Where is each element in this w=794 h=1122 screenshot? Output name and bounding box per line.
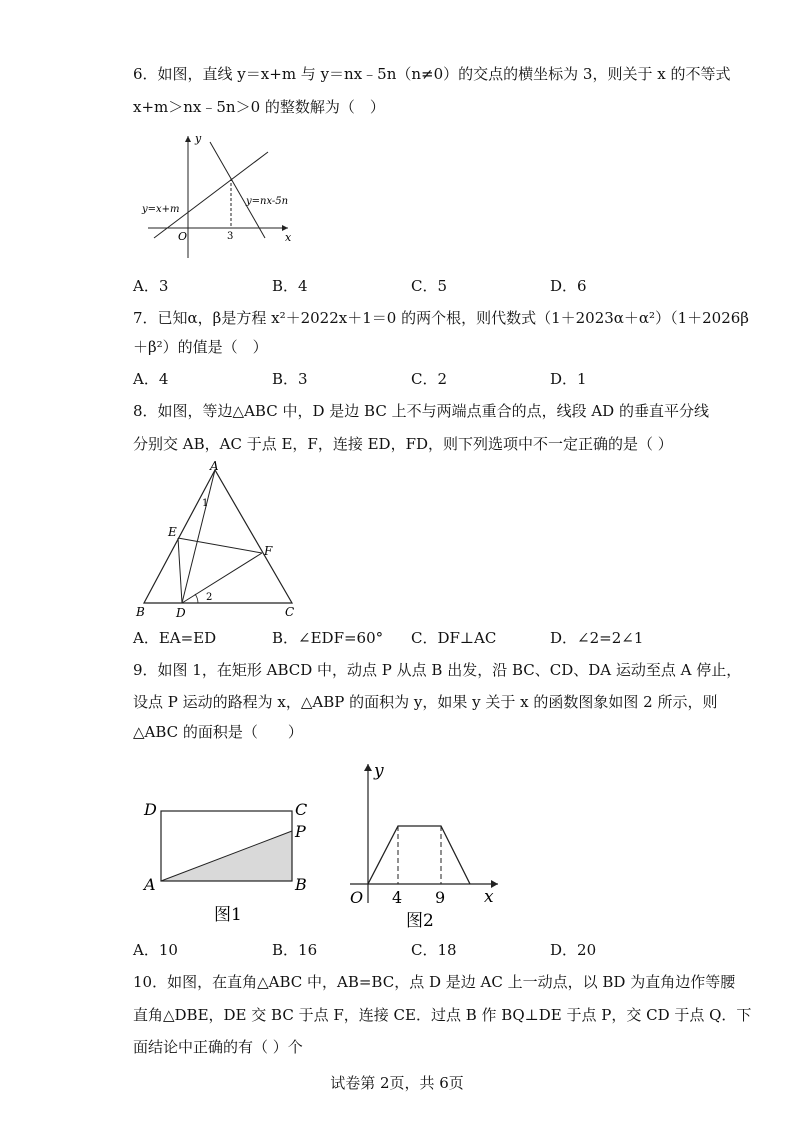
q7-text-line2: ＋β²）的值是（ ） (133, 338, 268, 356)
q9-caption2: 图2 (406, 911, 434, 930)
q8-segment-ef (178, 538, 262, 553)
q8-label-f: F (264, 544, 273, 558)
q7-option-c: C．2 (411, 370, 448, 388)
q9-f2-graph (368, 826, 470, 884)
q9-option-c: C．18 (411, 941, 457, 959)
q8-text-line2: 分别交 AB，AC 于点 E，F，连接 ED，FD，则下列选项中不一定正确的是（ ） (133, 435, 673, 453)
q6-option-c: C．5 (411, 277, 448, 295)
q8-label-a: A (210, 459, 219, 473)
q8-label-angle2: 2 (206, 592, 213, 603)
q8-segment-ad (182, 470, 215, 603)
q10-text-line2: 直角△DBE，DE 交 BC 于点 F，连接 CE．过点 B 作 BQ⊥DE 于点 P，交 CD 于点 Q．下 (133, 1006, 752, 1024)
q9-caption1: 图1 (214, 905, 242, 925)
q6-label-o: O (178, 230, 188, 243)
q8-segment-fd (182, 553, 262, 603)
q9-label-p: P (295, 822, 306, 841)
q8-figure (132, 458, 302, 618)
q10-text-line3: 面结论中正确的有（ ）个 (133, 1038, 303, 1056)
q9-option-a: A．10 (133, 941, 178, 959)
q9-figure2 (340, 758, 510, 930)
q6-figure (140, 128, 300, 263)
q9-f2-y-arrow (364, 764, 372, 771)
q9-label-b: B (295, 875, 307, 894)
q9-label-c: C (295, 800, 308, 819)
q9-option-b: B．16 (272, 941, 318, 959)
q9-f2-label-o: O (350, 888, 364, 907)
q8-segment-ed (178, 538, 182, 603)
q9-f2-label-y: y (374, 761, 384, 781)
q6-label-y: y (195, 132, 202, 145)
q9-text-line1: 9．如图 1，在矩形 ABCD 中，动点 P 从点 B 出发，沿 BC、CD、DA 运动至点 A 停止， (133, 661, 742, 679)
q9-text-line2: 设点 P 运动的路程为 x，△ABP 的面积为 y，如果 y 关于 x 的函数图象如图 2 所示，则 (133, 693, 718, 711)
q6-label-line1: y=x+m (142, 204, 180, 215)
q9-f2-tick-9: 9 (435, 888, 446, 907)
q6-option-d: D．6 (550, 277, 587, 295)
q9-f2-tick-4: 4 (392, 888, 403, 907)
q6-y-arrow (185, 136, 191, 142)
q6-label-line2: y=nx-5n (246, 196, 289, 207)
q10-text-line1: 10．如图，在直角△ABC 中，AB=BC，点 D 是边 AC 上一动点，以 BD 为直角边作等腰 (133, 973, 736, 991)
q7-text-line1: 7．已知α，β是方程 x²＋2022x＋1＝0 的两个根，则代数式（1＋2023α＋α²）（1＋2026β (133, 309, 749, 327)
q9-label-a: A (144, 875, 156, 894)
q6-text-line2: x+m＞nx﹣5n＞0 的整数解为（ ） (133, 98, 385, 116)
q9-figure1 (140, 795, 320, 930)
q8-label-b: B (136, 605, 145, 618)
q7-option-d: D．1 (550, 370, 587, 388)
q8-angle2-arc (195, 594, 198, 603)
q6-option-b: B．4 (272, 277, 308, 295)
q8-label-d: D (176, 606, 186, 618)
q8-option-a: A．EA=ED (133, 629, 217, 647)
q9-f2-label-x: x (484, 887, 494, 907)
q8-label-e: E (168, 525, 177, 539)
q6-label-3: 3 (227, 231, 234, 242)
q7-option-a: A．4 (133, 370, 169, 388)
q8-option-c: C．DF⊥AC (411, 629, 497, 647)
q8-triangle-abc (144, 470, 292, 603)
q9-text-line3: △ABC 的面积是（ ） (133, 723, 303, 741)
q8-label-angle1: 1 (202, 498, 209, 509)
q8-option-d: D．∠2=2∠1 (550, 629, 644, 647)
q9-option-d: D．20 (550, 941, 597, 959)
q6-label-x: x (285, 231, 292, 244)
q6-line-yxm (154, 152, 268, 238)
q8-text-line1: 8．如图，等边△ABC 中，D 是边 BC 上不与两端点重合的点，线段 AD 的垂直平分线 (133, 402, 709, 420)
q9-label-d: D (144, 800, 157, 819)
page-footer: 试卷第 2页，共 6页 (330, 1074, 464, 1092)
q6-option-a: A．3 (133, 277, 169, 295)
q8-label-c: C (285, 605, 295, 618)
q7-option-b: B．3 (272, 370, 308, 388)
q8-option-b: B．∠EDF=60° (272, 629, 384, 647)
q6-text-line1: 6．如图，直线 y＝x+m 与 y＝nx﹣5n（n≠0）的交点的横坐标为 3，则关于 x 的不等式 (133, 65, 731, 83)
